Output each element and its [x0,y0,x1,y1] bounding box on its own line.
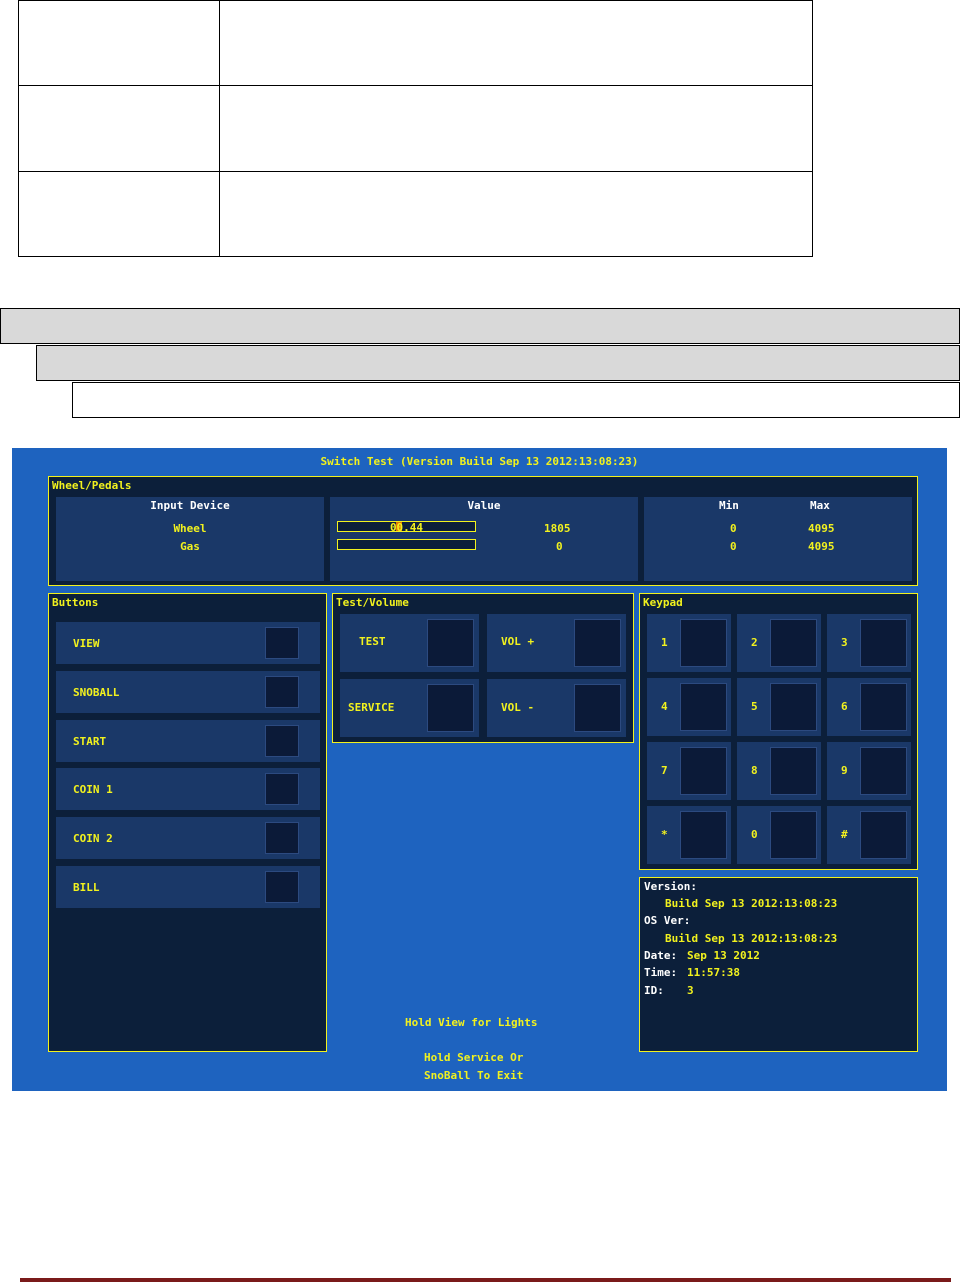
key-indicator [680,619,727,667]
device-name-wheel: Wheel [173,522,207,535]
button-label: BILL [73,881,100,894]
version-value: Build Sep 13 2012:13:08:23 [665,897,838,910]
version-label: Version: [644,880,697,893]
switch-indicator [265,773,299,805]
button-row-coin-2 [56,817,320,859]
button-row-view [56,622,320,664]
gas-position-bar [337,539,476,550]
version-info-panel [639,877,918,1052]
column-header-value: Value [467,499,501,512]
switch-service [340,679,479,737]
button-label: SNOBALL [73,686,120,699]
gas-value: 0 [556,540,563,553]
table-cell [220,1,813,86]
key-label: * [661,828,668,841]
button-row-snoball [56,671,320,713]
keypad-key-7 [647,742,731,800]
gas-max: 4095 [808,540,835,553]
keypad-key-6 [827,678,911,736]
key-label: 6 [841,700,848,713]
hint-exit-line-1: Hold Service Or [424,1051,524,1064]
hint-lights: Hold View for Lights [405,1016,538,1029]
wheel-position-bar [337,521,476,532]
heading-bar-level-3 [72,382,960,418]
date-label: Date: [644,949,678,962]
key-label: 8 [751,764,758,777]
key-indicator [770,747,817,795]
document-table [18,0,813,257]
key-indicator [770,619,817,667]
keypad-key-2 [737,614,821,672]
key-label: 1 [661,636,668,649]
switch-indicator [265,676,299,708]
device-name-gas: Gas [180,540,200,553]
wheel-max: 4095 [808,522,835,535]
heading-bar-level-1 [0,308,960,344]
key-indicator [680,747,727,795]
keypad-panel [639,593,918,870]
buttons-panel [48,593,327,1052]
keypad-key-4 [647,678,731,736]
key-label: 9 [841,764,848,777]
table-cell [220,86,813,171]
key-indicator [770,683,817,731]
time-value: 11:57:38 [687,966,740,979]
screen-title: Switch Test (Version Build Sep 13 2012:13:08:23) [320,455,639,468]
switch-test-screen [12,448,947,1091]
switch-indicator [574,684,621,732]
panel-label: Test/Volume [336,596,409,609]
button-label: VIEW [73,637,100,650]
table-cell [220,171,813,256]
keypad-key-3 [827,614,911,672]
wheel-pedals-panel [48,476,918,586]
button-label: START [73,735,107,748]
key-indicator [770,811,817,859]
key-indicator [680,683,727,731]
switch-label: VOL + [501,635,535,648]
table-cell [19,86,220,171]
test-volume-panel [332,593,634,743]
panel-label: Wheel/Pedals [52,479,132,492]
switch-test [340,614,479,672]
switch-indicator [265,725,299,757]
switch-vol-up [487,614,626,672]
value-column [330,497,638,581]
switch-indicator [427,619,474,667]
switch-indicator [427,684,474,732]
key-indicator [860,811,907,859]
column-header-input: Input Device [150,499,230,512]
date-value: Sep 13 2012 [687,949,760,962]
keypad-key-star [647,806,731,864]
key-indicator [680,811,727,859]
keypad-key-8 [737,742,821,800]
table-cell [19,171,220,256]
panel-label: Buttons [52,596,99,609]
input-device-column [56,497,324,581]
button-label: COIN 2 [73,832,113,845]
os-version-label: OS Ver: [644,914,691,927]
column-header-max: Max [810,499,830,512]
switch-indicator [265,871,299,903]
switch-vol-down [487,679,626,737]
keypad-key-1 [647,614,731,672]
key-label: 0 [751,828,758,841]
button-row-bill [56,866,320,908]
keypad-key-5 [737,678,821,736]
os-version-value: Build Sep 13 2012:13:08:23 [665,932,838,945]
key-indicator [860,683,907,731]
key-indicator [860,747,907,795]
key-label: # [841,828,848,841]
footer-rule [20,1278,951,1282]
wheel-value: 1805 [544,522,571,535]
gas-min: 0 [730,540,737,553]
hint-exit-line-2: SnoBall To Exit [424,1069,524,1082]
wheel-bar-text: 00.44 [389,521,424,534]
switch-label: TEST [359,635,386,648]
key-label: 2 [751,636,758,649]
switch-indicator [265,822,299,854]
key-label: 3 [841,636,848,649]
keypad-key-hash [827,806,911,864]
heading-bar-level-2 [36,345,960,381]
switch-indicator [265,627,299,659]
panel-label: Keypad [643,596,683,609]
key-label: 4 [661,700,668,713]
id-label: ID: [644,984,664,997]
table-cell [19,1,220,86]
switch-indicator [574,619,621,667]
switch-label: SERVICE [348,701,395,714]
key-label: 5 [751,700,758,713]
keypad-key-9 [827,742,911,800]
wheel-min: 0 [730,522,737,535]
button-row-coin-1 [56,768,320,810]
switch-label: VOL - [501,701,535,714]
min-max-column [644,497,912,581]
column-header-min: Min [719,499,739,512]
keypad-key-0 [737,806,821,864]
id-value: 3 [687,984,694,997]
key-indicator [860,619,907,667]
time-label: Time: [644,966,678,979]
key-label: 7 [661,764,668,777]
button-row-start [56,720,320,762]
button-label: COIN 1 [73,783,113,796]
